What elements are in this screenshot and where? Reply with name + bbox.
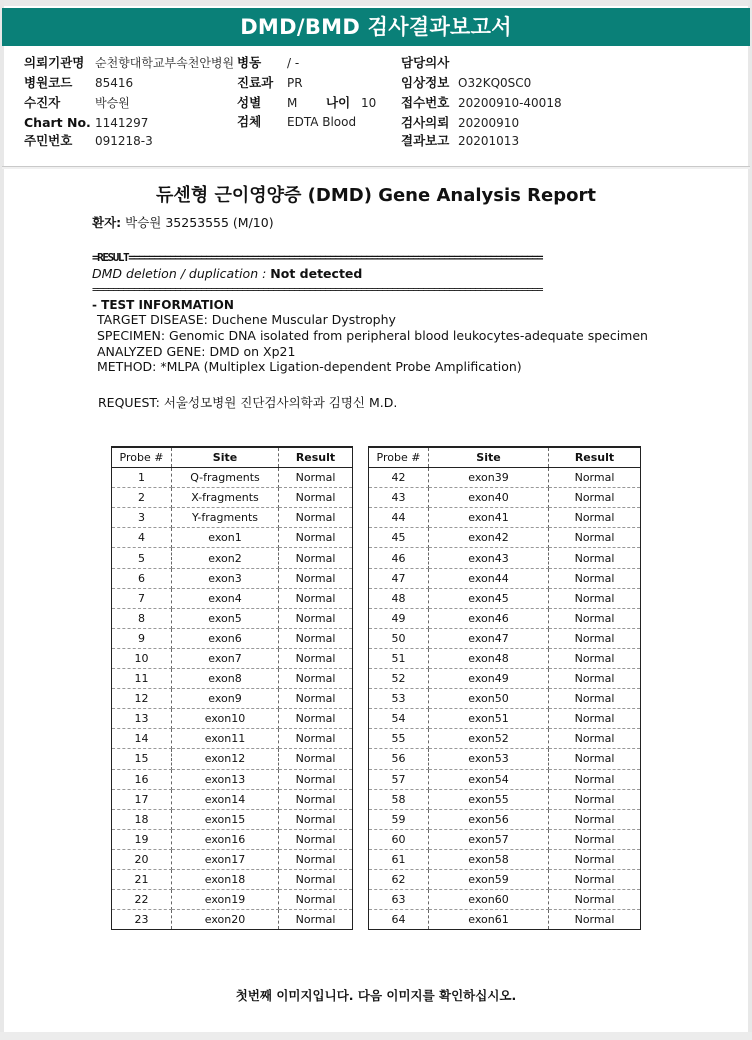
table-header-row bbox=[112, 447, 353, 468]
probe-cell: 54 bbox=[369, 709, 429, 729]
col-result-header: Result bbox=[279, 447, 353, 468]
site-cell: exon14 bbox=[172, 789, 279, 809]
site-cell: exon10 bbox=[172, 709, 279, 729]
result-cell: Normal bbox=[279, 628, 353, 648]
probe-cell: 55 bbox=[369, 729, 429, 749]
result-cell: Normal bbox=[279, 709, 353, 729]
probe-cell: 44 bbox=[369, 508, 429, 528]
table-row bbox=[369, 869, 641, 889]
result-cell: Normal bbox=[549, 749, 641, 769]
site-cell: exon49 bbox=[429, 669, 549, 689]
probe-cell: 60 bbox=[369, 829, 429, 849]
probe-cell: 58 bbox=[369, 789, 429, 809]
clinical-info-value: O32KQ0SC0 bbox=[458, 76, 532, 90]
result-cell: Normal bbox=[549, 849, 641, 869]
result-cell: Normal bbox=[549, 628, 641, 648]
result-cell: Normal bbox=[549, 709, 641, 729]
report-title-bar: DMD/BMD 검사결과보고서 bbox=[2, 8, 750, 46]
sex-label: 성별 bbox=[237, 95, 262, 110]
probe-cell: 43 bbox=[369, 488, 429, 508]
report-date-value: 20201013 bbox=[458, 134, 520, 148]
probe-cell: 1 bbox=[112, 468, 172, 488]
method-info: METHOD: *MLPA (Multiplex Ligation-dependent Probe Amplification) bbox=[97, 359, 522, 374]
probe-cell: 53 bbox=[369, 689, 429, 709]
site-cell: exon39 bbox=[429, 468, 549, 488]
table-row bbox=[112, 588, 353, 608]
site-cell: exon60 bbox=[429, 890, 549, 910]
frame-bottom bbox=[0, 1032, 752, 1040]
table-row bbox=[369, 608, 641, 628]
frame-right bbox=[748, 0, 752, 1040]
result-cell: Normal bbox=[549, 890, 641, 910]
result-cell: Normal bbox=[279, 689, 353, 709]
result-cell: Normal bbox=[549, 508, 641, 528]
site-cell: exon19 bbox=[172, 890, 279, 910]
table-row bbox=[369, 709, 641, 729]
result-cell: Normal bbox=[549, 689, 641, 709]
probe-cell: 17 bbox=[112, 789, 172, 809]
probe-cell: 7 bbox=[112, 588, 172, 608]
request-line: REQUEST: 서울성모병원 진단검사의학과 김명신 M.D. bbox=[98, 395, 398, 410]
age-value: 10 bbox=[361, 96, 377, 110]
probe-cell: 50 bbox=[369, 628, 429, 648]
table-row bbox=[369, 568, 641, 588]
patient-line bbox=[92, 214, 274, 232]
site-cell: exon48 bbox=[429, 648, 549, 668]
result-cell: Normal bbox=[279, 910, 353, 930]
table-row bbox=[369, 468, 641, 488]
table-row bbox=[369, 508, 641, 528]
site-cell: exon55 bbox=[429, 789, 549, 809]
probe-cell: 14 bbox=[112, 729, 172, 749]
table-row bbox=[112, 849, 353, 869]
table-row bbox=[369, 910, 641, 930]
site-cell: exon20 bbox=[172, 910, 279, 930]
table-row bbox=[369, 669, 641, 689]
probe-cell: 23 bbox=[112, 910, 172, 930]
col-site-header: Site bbox=[429, 447, 549, 468]
probe-cell: 63 bbox=[369, 890, 429, 910]
site-cell: exon53 bbox=[429, 749, 549, 769]
specimen-info: SPECIMEN: Genomic DNA isolated from peripheral blood leukocytes-adequate specimen bbox=[97, 328, 648, 343]
table-row bbox=[112, 729, 353, 749]
table-row bbox=[369, 628, 641, 648]
result-cell: Normal bbox=[549, 729, 641, 749]
probe-cell: 51 bbox=[369, 648, 429, 668]
patient-name-label: 수진자 bbox=[24, 95, 61, 110]
result-cell: Normal bbox=[279, 849, 353, 869]
probe-cell: 6 bbox=[112, 568, 172, 588]
chart-no-label: Chart No. bbox=[24, 115, 91, 130]
result-cell: Normal bbox=[549, 809, 641, 829]
table-row bbox=[112, 628, 353, 648]
result-cell: Normal bbox=[549, 568, 641, 588]
site-cell: X-fragments bbox=[172, 488, 279, 508]
sex-value: M bbox=[287, 96, 298, 110]
footer-note: 첫번째 이미지입니다. 다음 이미지를 확인하십시오. bbox=[235, 988, 517, 1003]
result-label: DMD deletion / duplication : bbox=[92, 266, 271, 281]
table-row bbox=[112, 568, 353, 588]
receipt-no-value: 20200910-40018 bbox=[458, 96, 562, 110]
site-cell: Y-fragments bbox=[172, 508, 279, 528]
chart-no-value: 1141297 bbox=[95, 116, 149, 130]
probe-cell: 21 bbox=[112, 869, 172, 889]
resident-no-value: 091218-3 bbox=[95, 134, 153, 148]
table-row bbox=[112, 789, 353, 809]
probe-cell: 3 bbox=[112, 508, 172, 528]
table-row bbox=[369, 648, 641, 668]
site-cell: exon11 bbox=[172, 729, 279, 749]
ward-label: 병동 bbox=[237, 55, 262, 70]
table-row bbox=[369, 488, 641, 508]
table-row bbox=[369, 749, 641, 769]
probe-table-left bbox=[111, 446, 353, 930]
result-cell: Normal bbox=[549, 588, 641, 608]
result-cell: Normal bbox=[279, 528, 353, 548]
probe-cell: 59 bbox=[369, 809, 429, 829]
hospital-code-label: 병원코드 bbox=[24, 75, 73, 90]
result-cell: Normal bbox=[549, 488, 641, 508]
site-cell: exon9 bbox=[172, 689, 279, 709]
institution-value: 순천향대학교부속천안병원 bbox=[95, 56, 235, 70]
table-row bbox=[112, 749, 353, 769]
probe-cell: 45 bbox=[369, 528, 429, 548]
result-line bbox=[92, 265, 362, 283]
col-site-header: Site bbox=[172, 447, 279, 468]
probe-cell: 16 bbox=[112, 769, 172, 789]
site-cell: exon17 bbox=[172, 849, 279, 869]
result-divider-top: =RESULT================================================================================ bbox=[92, 251, 543, 264]
site-cell: exon44 bbox=[429, 568, 549, 588]
table-row bbox=[369, 769, 641, 789]
table-row bbox=[369, 829, 641, 849]
site-cell: exon56 bbox=[429, 809, 549, 829]
result-cell: Normal bbox=[279, 829, 353, 849]
table-row bbox=[112, 468, 353, 488]
result-cell: Normal bbox=[279, 508, 353, 528]
result-divider-bottom: ======================================================================================= bbox=[92, 283, 543, 296]
probe-cell: 11 bbox=[112, 669, 172, 689]
table-row bbox=[112, 508, 353, 528]
table-row bbox=[112, 829, 353, 849]
site-cell: exon5 bbox=[172, 608, 279, 628]
result-cell: Normal bbox=[279, 648, 353, 668]
site-cell: exon50 bbox=[429, 689, 549, 709]
request-date-value: 20200910 bbox=[458, 116, 520, 130]
table-row bbox=[369, 809, 641, 829]
probe-cell: 42 bbox=[369, 468, 429, 488]
result-cell: Normal bbox=[549, 829, 641, 849]
site-cell: exon40 bbox=[429, 488, 549, 508]
probe-cell: 48 bbox=[369, 588, 429, 608]
table-row bbox=[369, 689, 641, 709]
receipt-no-label: 접수번호 bbox=[401, 95, 450, 110]
col-probe-header: Probe # bbox=[112, 447, 172, 468]
ward-value: / - bbox=[287, 56, 300, 70]
result-cell: Normal bbox=[549, 548, 641, 568]
result-cell: Normal bbox=[549, 669, 641, 689]
site-cell: exon59 bbox=[429, 869, 549, 889]
site-cell: exon18 bbox=[172, 869, 279, 889]
table-row bbox=[112, 869, 353, 889]
probe-cell: 57 bbox=[369, 769, 429, 789]
probe-cell: 8 bbox=[112, 608, 172, 628]
site-cell: exon47 bbox=[429, 628, 549, 648]
table-row bbox=[112, 890, 353, 910]
probe-cell: 18 bbox=[112, 809, 172, 829]
table-row bbox=[112, 648, 353, 668]
table-row bbox=[112, 769, 353, 789]
result-cell: Normal bbox=[279, 890, 353, 910]
analyzed-gene: ANALYZED GENE: DMD on Xp21 bbox=[97, 344, 296, 359]
table-row bbox=[369, 528, 641, 548]
table-row bbox=[369, 849, 641, 869]
target-disease: TARGET DISEASE: Duchene Muscular Dystrophy bbox=[97, 312, 396, 327]
report-heading: 듀센형 근이영양증 (DMD) Gene Analysis Report bbox=[156, 185, 596, 206]
request-date-label: 검사의뢰 bbox=[401, 115, 450, 130]
site-cell: exon13 bbox=[172, 769, 279, 789]
test-info-heading: - TEST INFORMATION bbox=[92, 298, 234, 312]
probe-cell: 13 bbox=[112, 709, 172, 729]
result-cell: Normal bbox=[279, 548, 353, 568]
specimen-value: EDTA Blood bbox=[287, 115, 357, 129]
table-row bbox=[112, 608, 353, 628]
probe-cell: 4 bbox=[112, 528, 172, 548]
probe-cell: 56 bbox=[369, 749, 429, 769]
col-probe-header: Probe # bbox=[369, 447, 429, 468]
site-cell: exon8 bbox=[172, 669, 279, 689]
hospital-code-value: 85416 bbox=[95, 76, 134, 90]
site-cell: exon61 bbox=[429, 910, 549, 930]
site-cell: exon45 bbox=[429, 588, 549, 608]
table-row bbox=[112, 528, 353, 548]
table-row bbox=[369, 548, 641, 568]
site-cell: exon1 bbox=[172, 528, 279, 548]
table-row bbox=[112, 709, 353, 729]
result-value: Not detected bbox=[270, 266, 363, 281]
age-label: 나이 bbox=[326, 95, 351, 110]
probe-cell: 49 bbox=[369, 608, 429, 628]
resident-no-label: 주민번호 bbox=[24, 133, 73, 148]
probe-cell: 22 bbox=[112, 890, 172, 910]
probe-cell: 12 bbox=[112, 689, 172, 709]
site-cell: exon43 bbox=[429, 548, 549, 568]
result-cell: Normal bbox=[279, 588, 353, 608]
col-result-header: Result bbox=[549, 447, 641, 468]
table-row bbox=[112, 809, 353, 829]
site-cell: exon4 bbox=[172, 588, 279, 608]
result-cell: Normal bbox=[549, 468, 641, 488]
site-cell: exon51 bbox=[429, 709, 549, 729]
probe-cell: 52 bbox=[369, 669, 429, 689]
department-label: 진료과 bbox=[237, 75, 274, 90]
clinical-info-label: 임상정보 bbox=[401, 75, 450, 90]
probe-cell: 62 bbox=[369, 869, 429, 889]
frame-left bbox=[0, 0, 4, 1040]
table-row bbox=[112, 669, 353, 689]
site-cell: exon58 bbox=[429, 849, 549, 869]
result-cell: Normal bbox=[549, 528, 641, 548]
result-cell: Normal bbox=[549, 608, 641, 628]
site-cell: exon54 bbox=[429, 769, 549, 789]
table-row bbox=[112, 488, 353, 508]
result-cell: Normal bbox=[549, 769, 641, 789]
site-cell: exon16 bbox=[172, 829, 279, 849]
result-cell: Normal bbox=[279, 729, 353, 749]
result-cell: Normal bbox=[279, 769, 353, 789]
site-cell: exon46 bbox=[429, 608, 549, 628]
result-cell: Normal bbox=[549, 869, 641, 889]
probe-cell: 9 bbox=[112, 628, 172, 648]
table-row bbox=[369, 588, 641, 608]
probe-cell: 15 bbox=[112, 749, 172, 769]
probe-cell: 46 bbox=[369, 548, 429, 568]
table-header-row bbox=[369, 447, 641, 468]
result-cell: Normal bbox=[279, 789, 353, 809]
site-cell: exon12 bbox=[172, 749, 279, 769]
probe-cell: 61 bbox=[369, 849, 429, 869]
report-date-label: 결과보고 bbox=[401, 133, 450, 148]
site-cell: exon52 bbox=[429, 729, 549, 749]
table-row bbox=[369, 789, 641, 809]
site-cell: exon3 bbox=[172, 568, 279, 588]
probe-cell: 2 bbox=[112, 488, 172, 508]
frame-top bbox=[0, 0, 752, 6]
patient-value: 박승원 35253555 (M/10) bbox=[125, 215, 274, 230]
site-cell: exon2 bbox=[172, 548, 279, 568]
specimen-label: 검체 bbox=[237, 114, 262, 129]
probe-cell: 64 bbox=[369, 910, 429, 930]
patient-name-value: 박승원 bbox=[95, 96, 130, 110]
probe-cell: 20 bbox=[112, 849, 172, 869]
result-cell: Normal bbox=[279, 869, 353, 889]
table-row bbox=[369, 729, 641, 749]
physician-label: 담당의사 bbox=[401, 55, 450, 70]
result-cell: Normal bbox=[279, 468, 353, 488]
result-cell: Normal bbox=[279, 809, 353, 829]
probe-cell: 47 bbox=[369, 568, 429, 588]
table-row bbox=[369, 890, 641, 910]
site-cell: exon15 bbox=[172, 809, 279, 829]
result-cell: Normal bbox=[549, 648, 641, 668]
institution-label: 의뢰기관명 bbox=[24, 55, 85, 70]
site-cell: exon6 bbox=[172, 628, 279, 648]
site-cell: exon57 bbox=[429, 829, 549, 849]
table-row bbox=[112, 548, 353, 568]
page-separator bbox=[2, 166, 750, 169]
result-cell: Normal bbox=[279, 488, 353, 508]
result-cell: Normal bbox=[549, 789, 641, 809]
site-cell: exon41 bbox=[429, 508, 549, 528]
probe-cell: 19 bbox=[112, 829, 172, 849]
probe-table-right bbox=[368, 446, 641, 930]
result-cell: Normal bbox=[279, 669, 353, 689]
probe-cell: 5 bbox=[112, 548, 172, 568]
result-cell: Normal bbox=[279, 568, 353, 588]
result-cell: Normal bbox=[279, 608, 353, 628]
table-row bbox=[112, 910, 353, 930]
site-cell: exon42 bbox=[429, 528, 549, 548]
probe-cell: 10 bbox=[112, 648, 172, 668]
department-value: PR bbox=[287, 76, 303, 90]
patient-label: 환자: bbox=[92, 215, 122, 230]
site-cell: exon7 bbox=[172, 648, 279, 668]
result-cell: Normal bbox=[279, 749, 353, 769]
site-cell: Q-fragments bbox=[172, 468, 279, 488]
table-row bbox=[112, 689, 353, 709]
result-cell: Normal bbox=[549, 910, 641, 930]
